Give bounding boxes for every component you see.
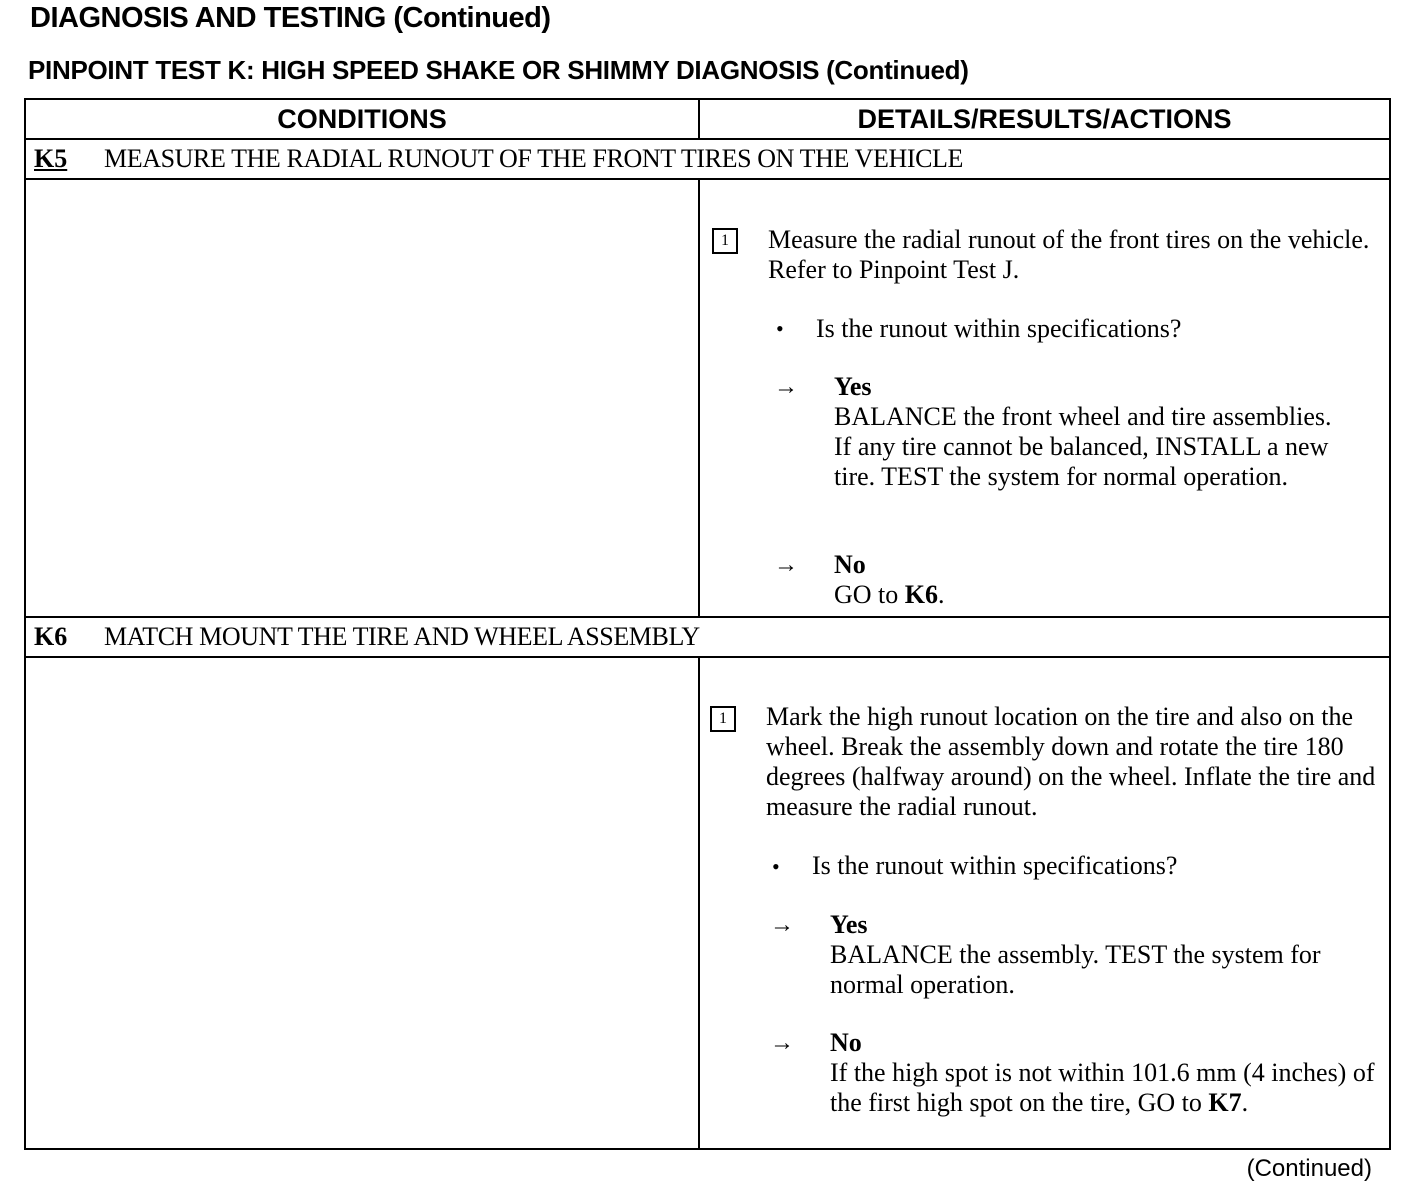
arrow-right-icon: → — [770, 912, 794, 938]
no-label: No — [830, 1028, 862, 1057]
no-action-text — [834, 580, 1354, 610]
step-title: MEASURE THE RADIAL RUNOUT OF THE FRONT TIRES ON THE VEHICLE — [104, 144, 963, 173]
no-action-suffix: . — [1241, 1088, 1249, 1117]
no-action-suffix: . — [938, 580, 945, 609]
question-text: Is the runout within specifications? — [816, 314, 1182, 343]
step-reference: K7 — [1208, 1088, 1242, 1117]
conditions-cell — [26, 658, 700, 1148]
step-reference: K6 — [904, 580, 939, 609]
yes-label: Yes — [830, 910, 868, 939]
step-k5-body — [26, 180, 1389, 618]
details-column-header: DETAILS/RESULTS/ACTIONS — [700, 100, 1389, 140]
yes-action-text: BALANCE the front wheel and tire assemblies. If any tire cannot be balanced, INSTALL a new tire. TEST the system for normal operation. — [834, 402, 1332, 491]
pinpoint-test-table — [24, 98, 1391, 1150]
conditions-cell — [26, 180, 700, 616]
bullet-icon: • — [776, 316, 784, 341]
instruction-text: Measure the radial runout of the front tires on the vehicle. Refer to Pinpoint Test J. — [768, 225, 1370, 284]
arrow-right-icon: → — [774, 552, 798, 578]
yes-action-text: BALANCE the assembly. TEST the system for normal operation. — [830, 940, 1321, 999]
step-k5-row — [26, 140, 1389, 180]
page-title: DIAGNOSIS AND TESTING (Continued) — [30, 2, 551, 34]
no-label: No — [834, 550, 866, 579]
step-id: K5 — [34, 144, 68, 173]
continued-footer: (Continued) — [1246, 1155, 1372, 1182]
conditions-column-header: CONDITIONS — [26, 100, 700, 140]
instruction-text: Mark the high runout location on the tire and also on the wheel. Break the assembly down and rotate the tire 180 degrees (halfway around) on the wheel. Inflate the tire and measure the radial runout. — [766, 702, 1376, 821]
step-id: K6 — [34, 622, 68, 651]
yes-label: Yes — [834, 372, 872, 401]
question-text: Is the runout within specifications? — [812, 851, 1178, 880]
no-action-text — [830, 1058, 1390, 1118]
arrow-right-icon: → — [770, 1030, 794, 1056]
no-action-prefix: If the high spot is not within 101.6 mm (4 inches) of the first high spot on the tire, GO to — [830, 1058, 1375, 1117]
step-title: MATCH MOUNT THE TIRE AND WHEEL ASSEMBLY — [104, 622, 700, 651]
step-k6-row — [26, 618, 1389, 658]
details-cell — [700, 180, 1389, 616]
substep-number: 1 — [710, 706, 736, 732]
pinpoint-test-title: PINPOINT TEST K: HIGH SPEED SHAKE OR SHIMMY DIAGNOSIS (Continued) — [28, 55, 969, 85]
substep-number: 1 — [712, 228, 738, 254]
arrow-right-icon: → — [774, 374, 798, 400]
details-cell — [700, 658, 1389, 1148]
step-k6-body — [26, 658, 1389, 1148]
no-action-prefix: GO to — [834, 580, 899, 609]
bullet-icon: • — [772, 854, 780, 879]
